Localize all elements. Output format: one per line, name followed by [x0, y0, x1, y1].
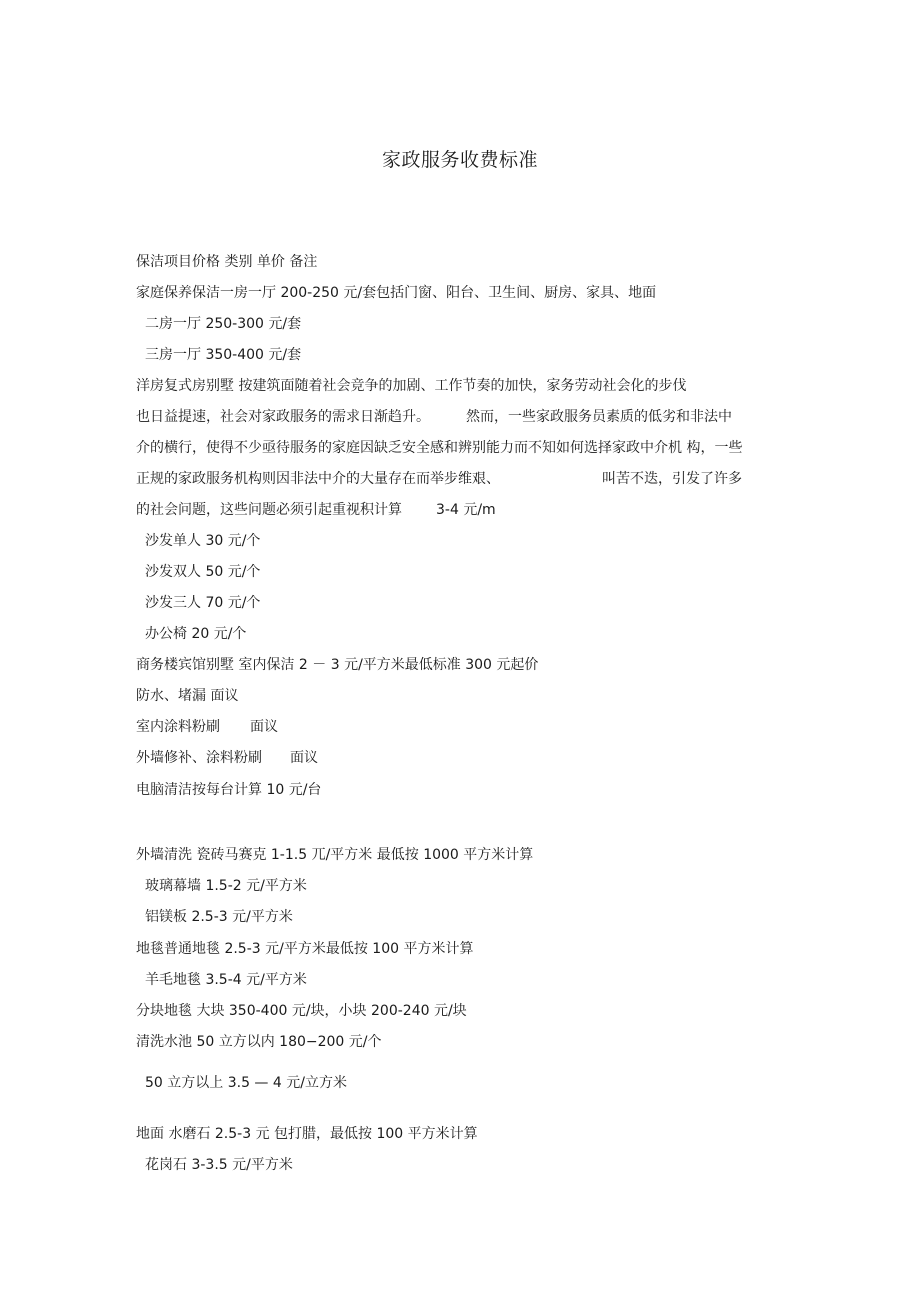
text-line: 介的横行，使得不少亟待服务的家庭因缺乏安全感和辨别能力而不知如何选择家政中介机 构，一些: [136, 440, 743, 456]
text-line: 花岗石 3-3.5 元/平方米: [145, 1157, 293, 1173]
text-segment: 面议: [290, 750, 318, 766]
text-line: [136, 469, 742, 489]
text-line: [136, 717, 278, 737]
text-segment: 也日益提速，社会对家政服务的需求日渐趋升。: [136, 409, 430, 425]
text-line: 沙发双人 50 元/个: [145, 564, 261, 580]
text-line: 玻璃幕墙 1.5-2 元/平方米: [145, 878, 307, 894]
text-segment: 3-4 元/m: [436, 502, 496, 518]
text-segment: 然而，一些家政服务员素质的低劣和非法中: [466, 409, 732, 425]
page-title: 家政服务收费标准: [381, 149, 538, 171]
text-line: 商务楼宾馆别墅 室内保洁 2 － 3 元/平方米最低标准 300 元起价: [136, 657, 539, 673]
text-line: 羊毛地毯 3.5-4 元/平方米: [145, 972, 307, 988]
text-line: [136, 407, 732, 427]
text-line: 沙发三人 70 元/个: [145, 595, 261, 611]
text-line: 50 立方以上 3.5 — 4 元/立方米: [145, 1075, 347, 1091]
text-segment: 正规的家政服务机构则因非法中介的大量存在而举步维艰、: [136, 471, 500, 487]
text-line: 沙发单人 30 元/个: [145, 533, 261, 549]
text-line: 二房一厅 250-300 元/套: [145, 316, 302, 332]
text-line: 地毯普通地毯 2.5-3 元/平方米最低按 100 平方米计算: [136, 941, 474, 957]
text-line: 电脑清洁按每台计算 10 元/台: [136, 782, 322, 798]
text-segment: 面议: [250, 719, 278, 735]
text-line: [136, 748, 318, 768]
text-line: 防水、堵漏 面议: [136, 688, 239, 704]
text-line: 办公椅 20 元/个: [145, 626, 247, 642]
text-line: [136, 500, 496, 520]
text-line: 三房一厅 350-400 元/套: [145, 347, 302, 363]
text-segment: 室内涂料粉刷: [136, 719, 220, 735]
text-segment: 的社会问题，这些问题必须引起重视积计算: [136, 502, 402, 518]
text-line: 清洗水池 50 立方以内 180−200 元/个: [136, 1034, 382, 1050]
text-line: 铝镁板 2.5-3 元/平方米: [145, 909, 293, 925]
table-header: 保洁项目价格 类别 单价 备注: [136, 254, 318, 270]
text-line: 洋房复式房别墅 按建筑面随着社会竞争的加剧、工作节奏的加快，家务劳动社会化的步伐: [136, 378, 687, 394]
text-line: 家庭保养保洁一房一厅 200-250 元/套包括门窗、阳台、卫生间、厨房、家具、地面: [136, 285, 657, 301]
text-line: 外墙清洗 瓷砖马赛克 1-1.5 兀/平方米 最低按 1000 平方米计算: [136, 847, 534, 863]
text-line: 地面 水磨石 2.5-3 元 包打腊，最低按 100 平方米计算: [136, 1126, 478, 1142]
text-segment: 叫苦不迭，引发了许多: [602, 471, 742, 487]
text-line: 分块地毯 大块 350-400 元/块，小块 200-240 元/块: [136, 1003, 467, 1019]
text-segment: 外墙修补、涂料粉刷: [136, 750, 262, 766]
